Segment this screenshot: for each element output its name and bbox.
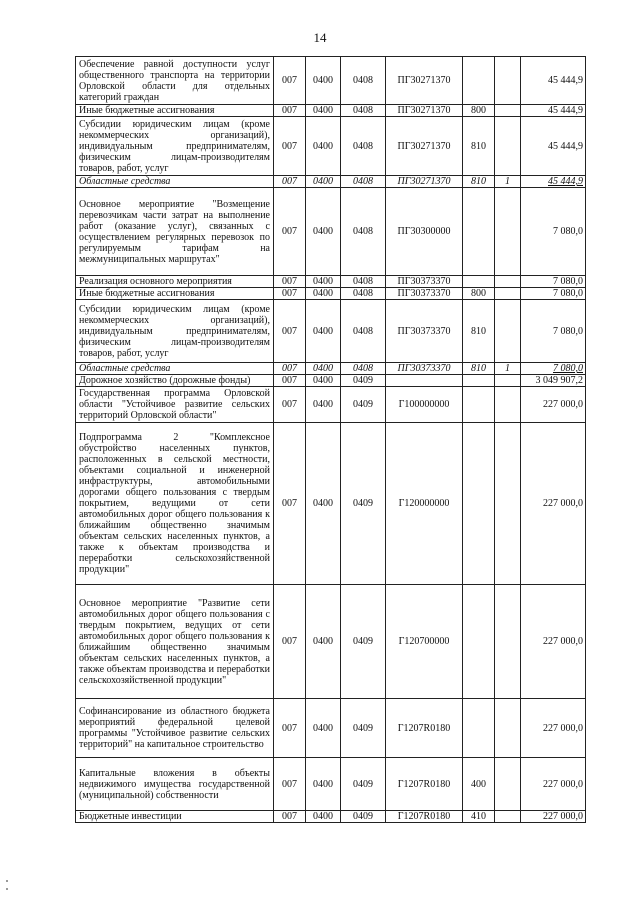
section-code-cell: 0400 — [306, 423, 341, 585]
item-name-cell: Капитальные вложения в объекты недвижимого имущества государственной (муниципальной) собственности — [76, 758, 274, 811]
grbs-code-cell: 007 — [274, 375, 306, 387]
expense-type-cell: 800 — [463, 105, 495, 117]
table-row — [76, 585, 586, 699]
amount-cell: 45 444,9 — [521, 57, 586, 105]
page-number: 14 — [313, 30, 327, 45]
grbs-code-cell: 007 — [274, 117, 306, 176]
amount-cell: 7 080,0 — [521, 288, 586, 300]
target-article-cell: ПГ30271370 — [386, 105, 463, 117]
item-name-cell: Областные средства — [76, 176, 274, 188]
section-code-cell: 0400 — [306, 105, 341, 117]
funding-source-cell — [495, 57, 521, 105]
target-article-cell: Г120000000 — [386, 423, 463, 585]
section-code-cell: 0400 — [306, 387, 341, 423]
funding-source-cell — [495, 300, 521, 363]
subsection-code-cell: 0408 — [341, 188, 386, 276]
amount-cell: 7 080,0 — [521, 276, 586, 288]
table-row — [76, 176, 586, 188]
amount-cell: 227 000,0 — [521, 811, 586, 823]
subsection-code-cell: 0408 — [341, 117, 386, 176]
expense-type-cell — [463, 585, 495, 699]
item-name-cell: Реализация основного мероприятия — [76, 276, 274, 288]
target-article-cell: Г1207R0180 — [386, 699, 463, 758]
funding-source-cell — [495, 276, 521, 288]
table-row — [76, 300, 586, 363]
grbs-code-cell: 007 — [274, 758, 306, 811]
item-name-cell: Иные бюджетные ассигнования — [76, 288, 274, 300]
grbs-code-cell: 007 — [274, 387, 306, 423]
amount-cell: 45 444,9 — [521, 117, 586, 176]
target-article-cell: ПГ30271370 — [386, 117, 463, 176]
expense-type-cell: 800 — [463, 288, 495, 300]
item-name-cell: Государственная программа Орловской области "Устойчивое развитие сельских территорий Орловской области" — [76, 387, 274, 423]
grbs-code-cell: 007 — [274, 811, 306, 823]
section-code-cell: 0400 — [306, 758, 341, 811]
table-row — [76, 423, 586, 585]
target-article-cell: ПГ30373370 — [386, 276, 463, 288]
table-row — [76, 363, 586, 375]
table-row — [76, 276, 586, 288]
grbs-code-cell: 007 — [274, 276, 306, 288]
expense-type-cell: 810 — [463, 176, 495, 188]
table-body — [76, 57, 586, 823]
section-code-cell: 0400 — [306, 276, 341, 288]
amount-cell: 227 000,0 — [521, 699, 586, 758]
funding-source-cell — [495, 105, 521, 117]
item-name-cell: Субсидии юридическим лицам (кроме некоммерческих организаций), индивидуальным предпринимателям, физическим лицам-производителям товаров, работ, услуг — [76, 300, 274, 363]
amount-cell: 7 080,0 — [521, 188, 586, 276]
funding-source-cell — [495, 585, 521, 699]
item-name-cell: Субсидии юридическим лицам (кроме некоммерческих организаций), индивидуальным предпринимателям, физическим лицам-производителям товаров, работ, услуг — [76, 117, 274, 176]
section-code-cell: 0400 — [306, 288, 341, 300]
expense-type-cell: 410 — [463, 811, 495, 823]
item-name-cell: Областные средства — [76, 363, 274, 375]
target-article-cell: Г1207R0180 — [386, 758, 463, 811]
expense-type-cell: 810 — [463, 300, 495, 363]
section-code-cell: 0400 — [306, 300, 341, 363]
section-code-cell: 0400 — [306, 57, 341, 105]
grbs-code-cell: 007 — [274, 188, 306, 276]
table-row — [76, 188, 586, 276]
amount-cell: 227 000,0 — [521, 423, 586, 585]
funding-source-cell — [495, 188, 521, 276]
funding-source-cell — [495, 699, 521, 758]
expense-type-cell — [463, 276, 495, 288]
funding-source-cell — [495, 375, 521, 387]
item-name-cell: Иные бюджетные ассигнования — [76, 105, 274, 117]
funding-source-cell — [495, 288, 521, 300]
amount-cell: 7 080,0 — [521, 363, 586, 375]
subsection-code-cell: 0409 — [341, 585, 386, 699]
item-name-cell: Софинансирование из областного бюджета мероприятий федеральной целевой программы "Устойчивое развитие сельских территорий" на капитальное строительство — [76, 699, 274, 758]
subsection-code-cell: 0408 — [341, 105, 386, 117]
expense-type-cell — [463, 423, 495, 585]
expense-type-cell — [463, 699, 495, 758]
grbs-code-cell: 007 — [274, 176, 306, 188]
subsection-code-cell: 0409 — [341, 758, 386, 811]
amount-cell: 3 049 907,2 — [521, 375, 586, 387]
subsection-code-cell: 0408 — [341, 363, 386, 375]
table-row — [76, 105, 586, 117]
budget-table — [75, 56, 586, 823]
table-row — [76, 375, 586, 387]
target-article-cell: ПГ30373370 — [386, 363, 463, 375]
target-article-cell: ПГ30271370 — [386, 57, 463, 105]
grbs-code-cell: 007 — [274, 363, 306, 375]
section-code-cell: 0400 — [306, 188, 341, 276]
expense-type-cell: 400 — [463, 758, 495, 811]
funding-source-cell — [495, 811, 521, 823]
amount-cell: 227 000,0 — [521, 758, 586, 811]
target-article-cell: Г120700000 — [386, 585, 463, 699]
expense-type-cell — [463, 188, 495, 276]
table-row — [76, 387, 586, 423]
table-row — [76, 758, 586, 811]
subsection-code-cell: 0408 — [341, 57, 386, 105]
target-article-cell: ПГ30373370 — [386, 300, 463, 363]
section-code-cell: 0400 — [306, 117, 341, 176]
item-name-cell: Основное мероприятие "Развитие сети автомобильных дорог общего пользования с твердым покрытием, ведущих от сети автомобильных дорог общего пользования к ближайшим общественно значимым объектам сельских населенных пунктов, а также объектам производства и переработки сельскохозяйственной продукции" — [76, 585, 274, 699]
grbs-code-cell: 007 — [274, 105, 306, 117]
target-article-cell — [386, 375, 463, 387]
grbs-code-cell: 007 — [274, 57, 306, 105]
table-row — [76, 288, 586, 300]
expense-type-cell: 810 — [463, 363, 495, 375]
item-name-cell: Основное мероприятие "Возмещение перевозчикам части затрат на выполнение работ (оказание услуг), связанных с осуществлением регулярных перевозок по регулируемым тарифам на межмуниципальных маршрутах" — [76, 188, 274, 276]
item-name-cell: Бюджетные инвестиции — [76, 811, 274, 823]
expense-type-cell — [463, 57, 495, 105]
target-article-cell: Г1207R0180 — [386, 811, 463, 823]
funding-source-cell — [495, 387, 521, 423]
subsection-code-cell: 0409 — [341, 375, 386, 387]
funding-source-cell: 1 — [495, 363, 521, 375]
expense-type-cell — [463, 387, 495, 423]
subsection-code-cell: 0409 — [341, 387, 386, 423]
subsection-code-cell: 0408 — [341, 176, 386, 188]
expense-type-cell: 810 — [463, 117, 495, 176]
funding-source-cell — [495, 758, 521, 811]
section-code-cell: 0400 — [306, 363, 341, 375]
subsection-code-cell: 0409 — [341, 423, 386, 585]
funding-source-cell — [495, 117, 521, 176]
subsection-code-cell: 0408 — [341, 300, 386, 363]
subsection-code-cell: 0408 — [341, 276, 386, 288]
amount-cell: 45 444,9 — [521, 176, 586, 188]
expense-type-cell — [463, 375, 495, 387]
amount-cell: 227 000,0 — [521, 387, 586, 423]
item-name-cell: Дорожное хозяйство (дорожные фонды) — [76, 375, 274, 387]
subsection-code-cell: 0409 — [341, 811, 386, 823]
funding-source-cell — [495, 423, 521, 585]
section-code-cell: 0400 — [306, 811, 341, 823]
grbs-code-cell: 007 — [274, 288, 306, 300]
amount-cell: 7 080,0 — [521, 300, 586, 363]
funding-source-cell: 1 — [495, 176, 521, 188]
target-article-cell: ПГ30300000 — [386, 188, 463, 276]
target-article-cell: ПГ30271370 — [386, 176, 463, 188]
section-code-cell: 0400 — [306, 176, 341, 188]
item-name-cell: Подпрограмма 2 "Комплексное обустройство населенных пунктов, расположенных в сельской местности, объектами социальной и инженерной инфраструктуры, автомобильными дорогами общего пользования с твердым покрытием, ведущими от сети автомобильных дорог общего пользования к ближайшим общественно значимым объектам сельских населенных пунктов, а также к объектам производства и переработки сельскохозяйственной продукции" — [76, 423, 274, 585]
table-row — [76, 699, 586, 758]
target-article-cell: ПГ30373370 — [386, 288, 463, 300]
grbs-code-cell: 007 — [274, 699, 306, 758]
grbs-code-cell: 007 — [274, 423, 306, 585]
amount-cell: 227 000,0 — [521, 585, 586, 699]
scan-artifact — [6, 880, 8, 882]
section-code-cell: 0400 — [306, 699, 341, 758]
subsection-code-cell: 0409 — [341, 699, 386, 758]
table-row — [76, 117, 586, 176]
table-row — [76, 57, 586, 105]
table-row — [76, 811, 586, 823]
scan-artifact — [6, 888, 8, 890]
grbs-code-cell: 007 — [274, 300, 306, 363]
section-code-cell: 0400 — [306, 375, 341, 387]
target-article-cell: Г100000000 — [386, 387, 463, 423]
grbs-code-cell: 007 — [274, 585, 306, 699]
section-code-cell: 0400 — [306, 585, 341, 699]
amount-cell: 45 444,9 — [521, 105, 586, 117]
subsection-code-cell: 0408 — [341, 288, 386, 300]
item-name-cell: Обеспечение равной доступности услуг общественного транспорта на территории Орловской области для отдельных категорий граждан — [76, 57, 274, 105]
